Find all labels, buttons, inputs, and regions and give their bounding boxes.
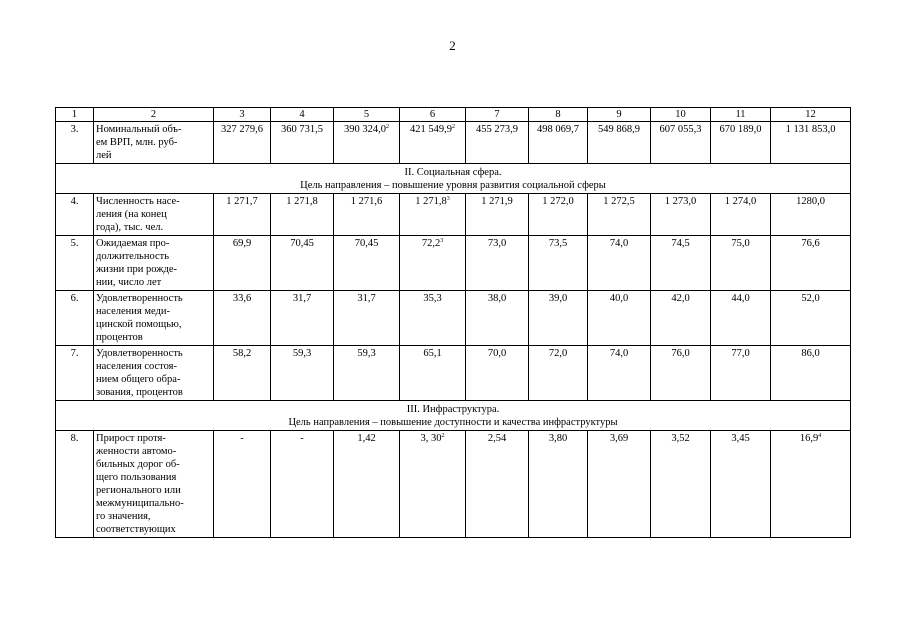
value-text: -	[300, 433, 304, 444]
value-text: 455 273,9	[476, 124, 518, 135]
value-text: 3,45	[731, 433, 750, 444]
indicator-name-line: должительность	[96, 251, 170, 262]
indicator-name-cell	[94, 431, 214, 538]
indicator-name-line: бильных дорог об-	[96, 459, 180, 470]
value-text: 1 272,0	[542, 196, 574, 207]
value-cell	[588, 291, 651, 346]
value-text: 75,0	[731, 238, 750, 249]
value-cell	[711, 122, 771, 164]
value-text: 360 731,5	[281, 124, 323, 135]
indicator-name-line: цинской помощью,	[96, 319, 182, 330]
value-text: 65,1	[423, 348, 442, 359]
value-cell	[588, 194, 651, 236]
value-text: 69,9	[232, 238, 252, 249]
value-cell	[529, 346, 588, 401]
footnote-marker: 2	[441, 433, 445, 439]
column-number-cell: 8	[529, 108, 588, 122]
value-text: 33,6	[232, 293, 252, 304]
value-cell	[334, 122, 400, 164]
value-cell	[466, 291, 529, 346]
value-cell	[651, 194, 711, 236]
value-text: 31,7	[357, 293, 376, 304]
indicator-name-line: соответствующих	[96, 524, 176, 535]
value-cell	[529, 236, 588, 291]
value-text: 1 272,5	[603, 196, 635, 207]
value-text: 73,5	[548, 238, 568, 249]
value-cell	[711, 236, 771, 291]
footnote-marker: 3	[440, 238, 444, 244]
value-cell	[529, 291, 588, 346]
value-text: 42,0	[671, 293, 690, 304]
value-text: 1,42	[357, 433, 376, 444]
value-cell	[400, 346, 466, 401]
table-row	[56, 431, 851, 538]
indicator-name-line: зования, процентов	[96, 387, 183, 398]
indicator-name-line: нии, число лет	[96, 277, 162, 288]
table-row	[56, 346, 851, 401]
indicator-name-line: щего пользования	[96, 472, 177, 483]
value-cell	[771, 236, 851, 291]
value-text: 16,9	[799, 433, 819, 444]
value-cell	[214, 194, 271, 236]
column-number-cell: 10	[651, 108, 711, 122]
value-text: 73,0	[487, 238, 507, 249]
value-cell	[588, 122, 651, 164]
value-text: 70,0	[487, 348, 507, 359]
value-cell	[214, 291, 271, 346]
value-cell	[529, 194, 588, 236]
value-text: 77,0	[731, 348, 750, 359]
indicator-name-line: процентов	[96, 332, 143, 343]
row-number-cell: 4.	[56, 194, 94, 236]
value-cell	[400, 236, 466, 291]
indicator-name-line: регионального или	[96, 485, 181, 496]
indicator-name-line: го значения,	[96, 511, 151, 522]
section-title: III. Инфраструктура.	[406, 404, 500, 415]
value-cell	[334, 346, 400, 401]
table-row	[56, 122, 851, 164]
value-text: 1 271,9	[481, 196, 513, 207]
value-text: 31,7	[292, 293, 312, 304]
value-text: 3, 30	[420, 433, 442, 444]
value-cell	[271, 194, 334, 236]
value-text: 74,5	[671, 238, 690, 249]
value-text: 38,0	[487, 293, 507, 304]
indicator-name-line: Ожидаемая про-	[96, 238, 170, 249]
value-cell	[466, 346, 529, 401]
column-number-header-row	[56, 108, 851, 122]
value-cell	[651, 236, 711, 291]
value-cell	[334, 291, 400, 346]
value-text: 76,0	[671, 348, 690, 359]
indicator-name-line: ления (на конец	[96, 209, 167, 220]
indicator-name-line: Удовлетворенность	[96, 293, 183, 304]
value-text: 1 271,8	[415, 196, 447, 207]
value-cell	[711, 291, 771, 346]
value-text: 549 868,9	[598, 124, 640, 135]
value-text: 670 189,0	[719, 124, 762, 135]
value-cell	[771, 431, 851, 538]
value-text: 327 279,6	[221, 124, 263, 135]
value-text: 1 271,8	[286, 196, 318, 207]
column-number-cell: 6	[400, 108, 466, 122]
value-cell	[529, 431, 588, 538]
value-text: 3,69	[609, 433, 629, 444]
page-number: 2	[449, 38, 456, 53]
value-cell	[711, 346, 771, 401]
value-text: 74,0	[609, 348, 629, 359]
value-text: 421 549,9	[410, 124, 452, 135]
indicator-name-cell	[94, 346, 214, 401]
indicator-name-line: года), тыс. чел.	[96, 222, 164, 233]
column-number-cell: 11	[711, 108, 771, 122]
column-number-cell: 9	[588, 108, 651, 122]
indicator-name-line: ем ВРП, млн. руб-	[96, 137, 178, 148]
value-cell	[334, 236, 400, 291]
indicator-name-line: Численность насе-	[96, 196, 180, 207]
value-cell	[651, 346, 711, 401]
indicator-name-line: населения меди-	[96, 306, 170, 317]
value-cell	[466, 431, 529, 538]
indicator-name-line: населения состоя-	[96, 361, 177, 372]
value-text: 3,80	[548, 433, 568, 444]
section-goal: Цель направления – повышение уровня развития социальной сферы	[300, 180, 606, 191]
value-text: 498 069,7	[537, 124, 579, 135]
section-goal: Цель направления – повышение доступности и качества инфраструктуры	[288, 417, 618, 428]
row-number-cell: 5.	[56, 236, 94, 291]
footnote-marker: 4	[818, 433, 822, 439]
value-cell	[466, 236, 529, 291]
value-text: 70,45	[354, 238, 379, 249]
indicator-name-line: межмуниципально-	[96, 498, 184, 509]
value-cell	[271, 431, 334, 538]
value-text: 72,0	[548, 348, 568, 359]
indicator-name-line: жизни при рожде-	[96, 264, 177, 275]
value-text: 1 274,0	[724, 196, 757, 207]
value-cell	[588, 236, 651, 291]
value-text: -	[240, 433, 244, 444]
value-cell	[400, 194, 466, 236]
value-cell	[771, 346, 851, 401]
value-text: 86,0	[801, 348, 820, 359]
value-text: 1 271,7	[226, 196, 258, 207]
value-text: 52,0	[801, 293, 820, 304]
indicator-name-cell	[94, 236, 214, 291]
footnote-marker: 2	[452, 124, 455, 130]
column-number-cell: 5	[334, 108, 400, 122]
value-cell	[334, 431, 400, 538]
value-text: 59,3	[292, 348, 312, 359]
indicators-table	[55, 107, 851, 538]
value-cell	[271, 236, 334, 291]
value-text: 35,3	[423, 293, 442, 304]
value-text: 58,2	[232, 348, 252, 359]
value-cell	[334, 194, 400, 236]
value-text: 1 271,6	[350, 196, 383, 207]
value-cell	[771, 291, 851, 346]
value-cell	[214, 122, 271, 164]
value-cell	[271, 122, 334, 164]
table-row	[56, 194, 851, 236]
section-heading-cell	[56, 401, 851, 431]
indicator-name-line: Прирост протя-	[96, 433, 166, 444]
section-heading-row	[56, 401, 851, 431]
column-number-cell: 1	[56, 108, 94, 122]
value-cell	[466, 194, 529, 236]
row-number-cell: 6.	[56, 291, 94, 346]
value-cell	[400, 291, 466, 346]
value-text: 40,0	[609, 293, 629, 304]
value-cell	[588, 346, 651, 401]
column-number-cell: 12	[771, 108, 851, 122]
section-heading-cell	[56, 164, 851, 194]
footnote-marker: 2	[386, 124, 389, 130]
column-number-cell: 4	[271, 108, 334, 122]
value-text: 44,0	[731, 293, 750, 304]
value-cell	[771, 194, 851, 236]
indicator-name-line: женности автомо-	[96, 446, 177, 457]
value-cell	[214, 346, 271, 401]
value-text: 3,52	[671, 433, 690, 444]
value-cell	[214, 431, 271, 538]
indicator-name-line: Удовлетворенность	[96, 348, 183, 359]
column-number-cell: 2	[94, 108, 214, 122]
value-text: 72,2	[421, 238, 441, 249]
value-cell	[651, 431, 711, 538]
row-number-cell: 7.	[56, 346, 94, 401]
value-text: 39,0	[548, 293, 568, 304]
value-cell	[529, 122, 588, 164]
value-text: 390 324,0	[344, 124, 386, 135]
value-cell	[214, 236, 271, 291]
row-number-cell: 3.	[56, 122, 94, 164]
value-text: 1 273,0	[664, 196, 697, 207]
indicator-name-cell	[94, 122, 214, 164]
value-cell	[651, 122, 711, 164]
value-cell	[651, 291, 711, 346]
value-cell	[771, 122, 851, 164]
value-cell	[400, 431, 466, 538]
table-row	[56, 236, 851, 291]
indicator-name-cell	[94, 194, 214, 236]
value-text: 76,6	[801, 238, 820, 249]
indicator-name-cell	[94, 291, 214, 346]
value-cell	[400, 122, 466, 164]
footnote-marker: 3	[446, 196, 450, 202]
value-text: 74,0	[609, 238, 629, 249]
value-text: 1 131 853,0	[785, 124, 836, 135]
value-cell	[711, 194, 771, 236]
value-cell	[271, 291, 334, 346]
value-text: 2,54	[487, 433, 507, 444]
table-row	[56, 291, 851, 346]
value-text: 607 055,3	[659, 124, 702, 135]
value-text: 1280,0	[796, 196, 825, 207]
indicator-name-line: лей	[96, 150, 112, 161]
value-cell	[271, 346, 334, 401]
section-heading-row	[56, 164, 851, 194]
value-cell	[711, 431, 771, 538]
indicator-name-line: Номинальный объ-	[96, 124, 182, 135]
value-cell	[466, 122, 529, 164]
value-text: 59,3	[357, 348, 376, 359]
indicator-name-line: нием общего обра-	[96, 374, 181, 385]
column-number-cell: 3	[214, 108, 271, 122]
value-cell	[588, 431, 651, 538]
value-text: 70,45	[290, 238, 314, 249]
section-title: II. Социальная сфера.	[404, 167, 502, 178]
column-number-cell: 7	[466, 108, 529, 122]
row-number-cell: 8.	[56, 431, 94, 538]
